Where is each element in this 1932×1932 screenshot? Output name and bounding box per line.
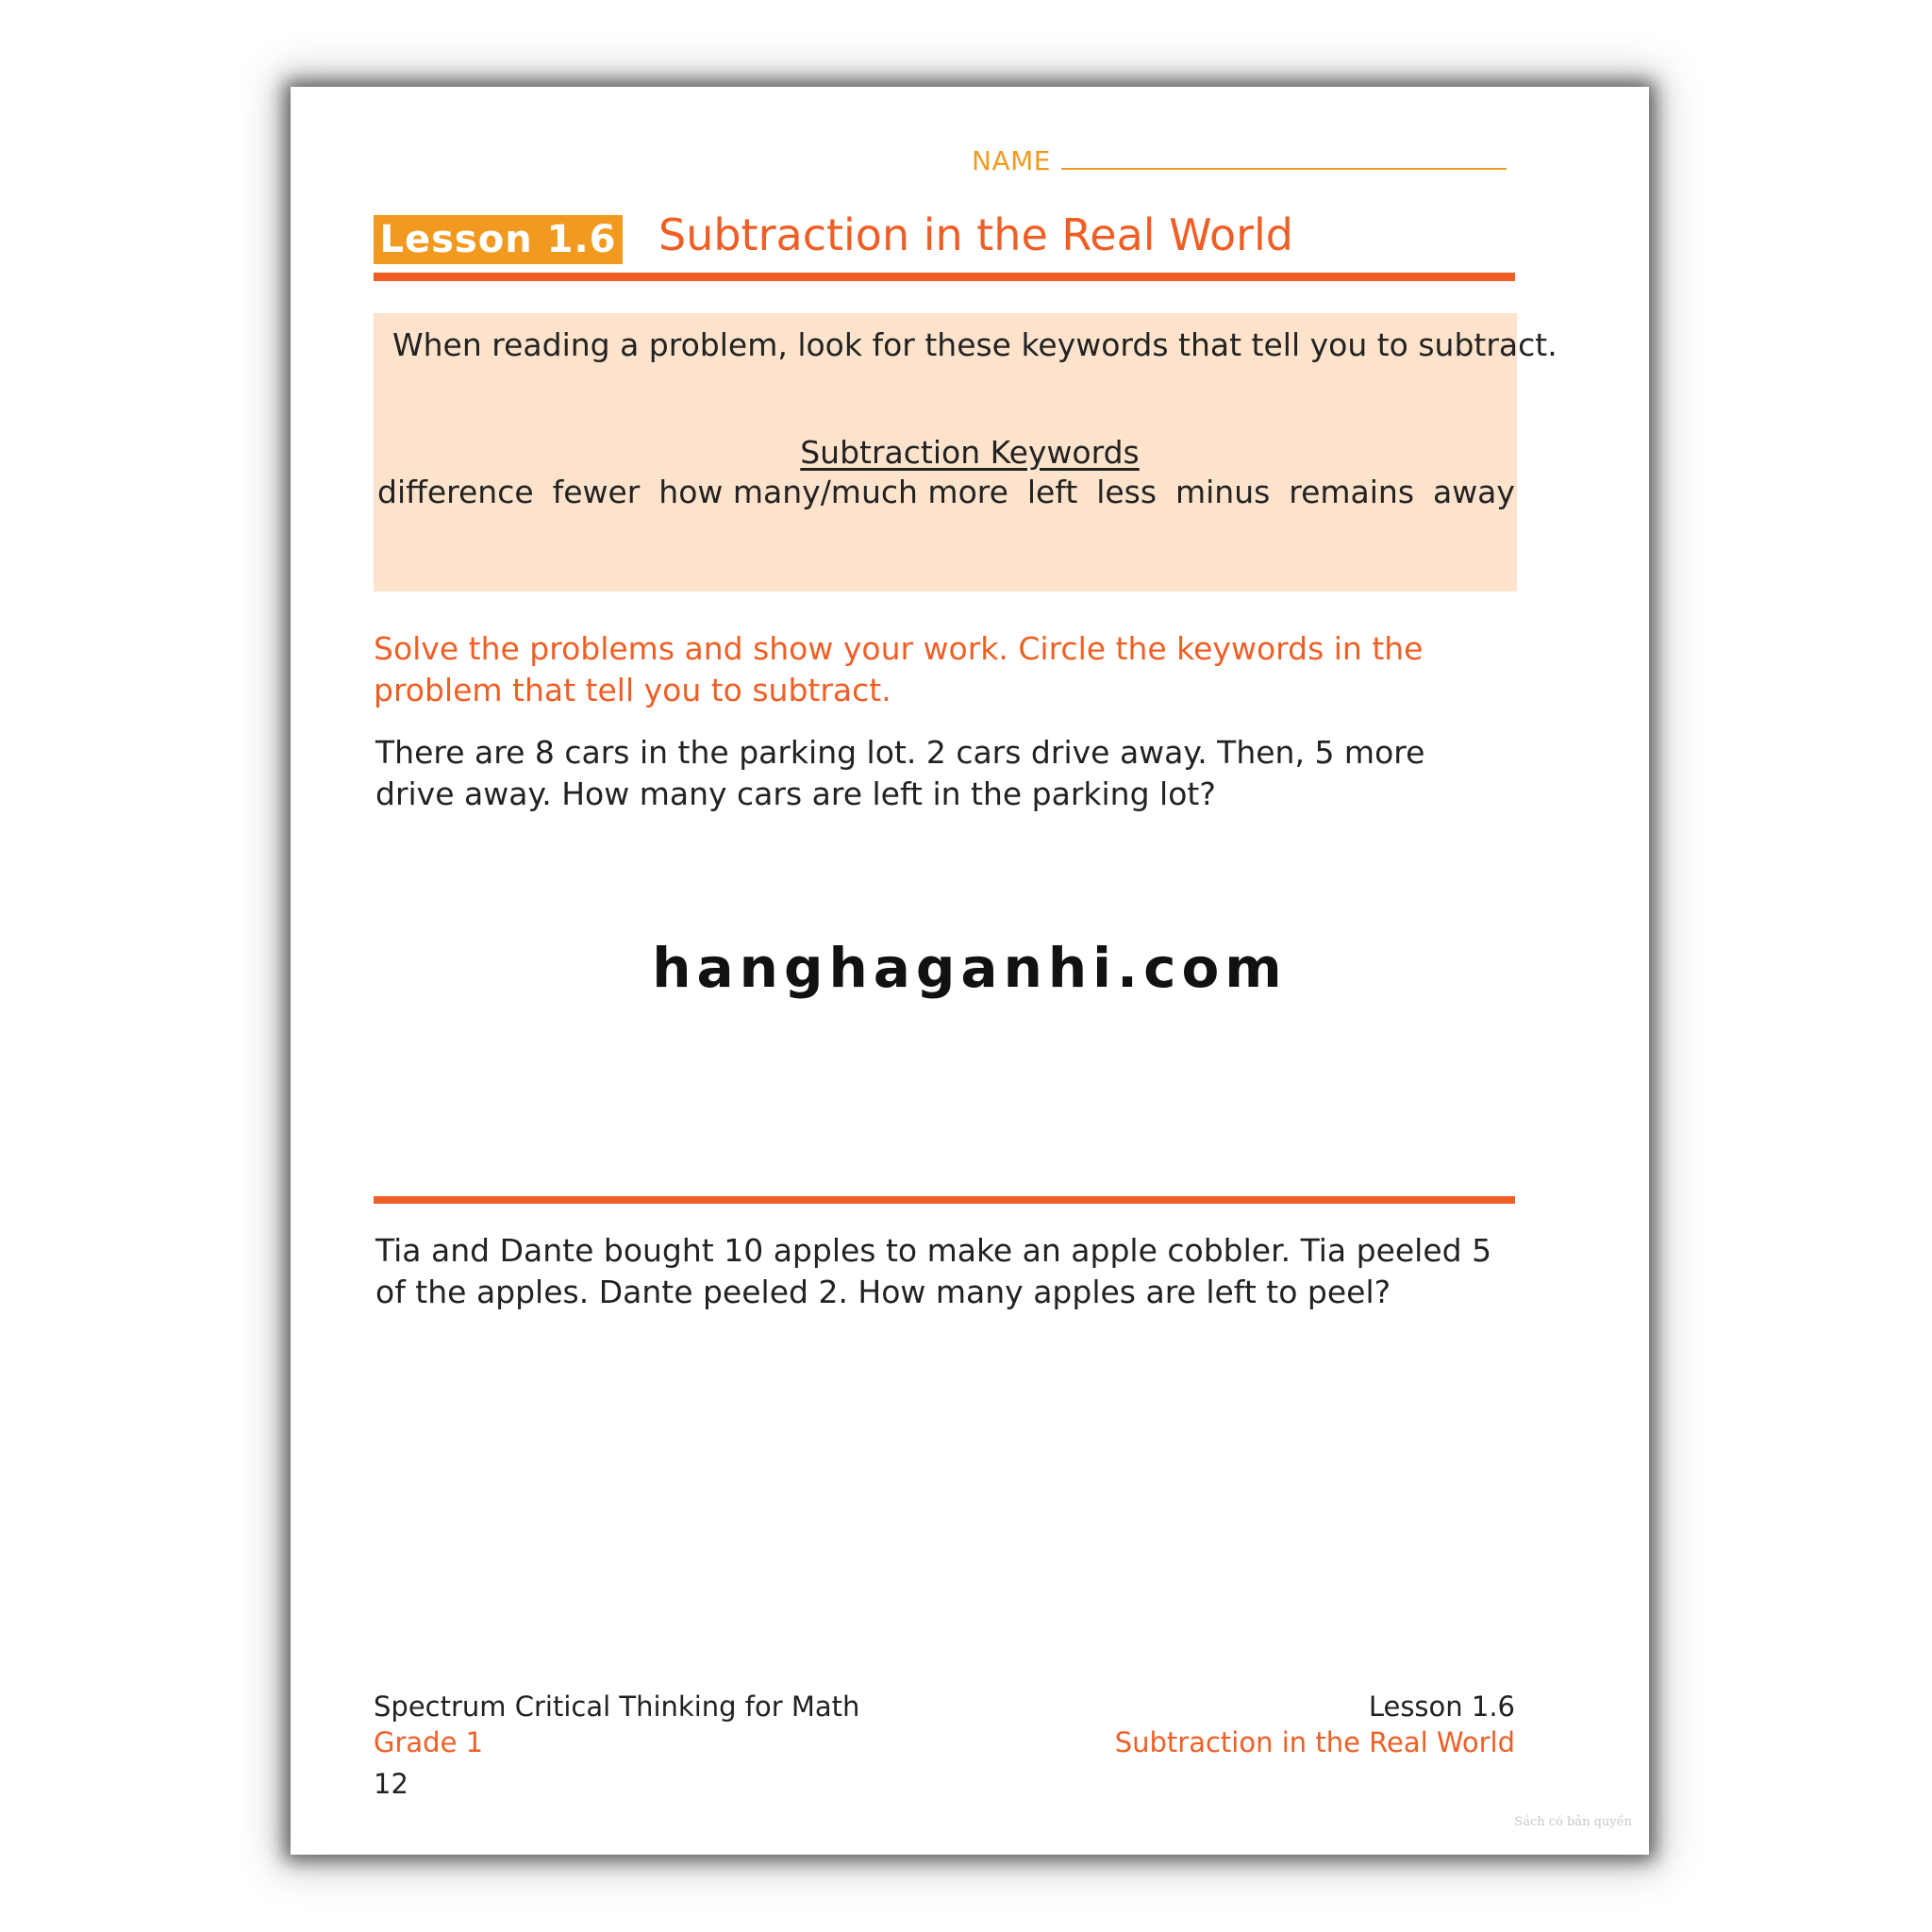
problem-2: Tia and Dante bought 10 apples to make an apple cobbler. Tia peeled 5 of the apples. Dante peeled 2. How many apples are left to peel?	[375, 1232, 1492, 1310]
keyword-item: left	[1026, 474, 1078, 510]
keyword-item: less	[1096, 474, 1158, 510]
watermark-text: hanghaganhi.com	[652, 936, 1288, 1000]
title-divider	[374, 273, 1515, 281]
keyword-item: difference	[377, 474, 534, 510]
footer-grade: Grade 1	[374, 1726, 484, 1758]
keyword-item: fewer	[552, 474, 641, 510]
keyword-item: how many/much more	[658, 474, 1008, 510]
footer-lesson: Lesson 1.6	[1368, 1690, 1515, 1723]
worksheet-page	[291, 87, 1649, 1855]
name-field-line[interactable]	[1061, 168, 1507, 170]
name-label: NAME	[972, 145, 1051, 176]
footer-topic: Subtraction in the Real World	[1114, 1726, 1515, 1758]
instructions: Solve the problems and show your work. Circle the keywords in the problem that tell you to subtract.	[374, 630, 1424, 708]
lesson-title: Subtraction in the Real World	[658, 209, 1293, 260]
page-number: 12	[374, 1768, 408, 1800]
keyword-item: away	[1432, 474, 1515, 510]
keyword-box-intro: When reading a problem, look for these keywords that tell you to subtract.	[392, 326, 1557, 363]
keyword-item: remains	[1289, 474, 1415, 510]
problem-divider	[374, 1196, 1515, 1204]
keyword-list	[377, 474, 1515, 510]
copyright-note: Sách có bản quyền	[1514, 1815, 1632, 1829]
footer-book-title: Spectrum Critical Thinking for Math	[374, 1690, 860, 1723]
problem-1: There are 8 cars in the parking lot. 2 cars drive away. Then, 5 more drive away. How many cars are left in the parking lot?	[375, 734, 1425, 812]
keyword-item: minus	[1174, 474, 1271, 510]
keyword-box-heading: Subtraction Keywords	[800, 434, 1140, 471]
lesson-badge: Lesson 1.6	[374, 215, 623, 264]
